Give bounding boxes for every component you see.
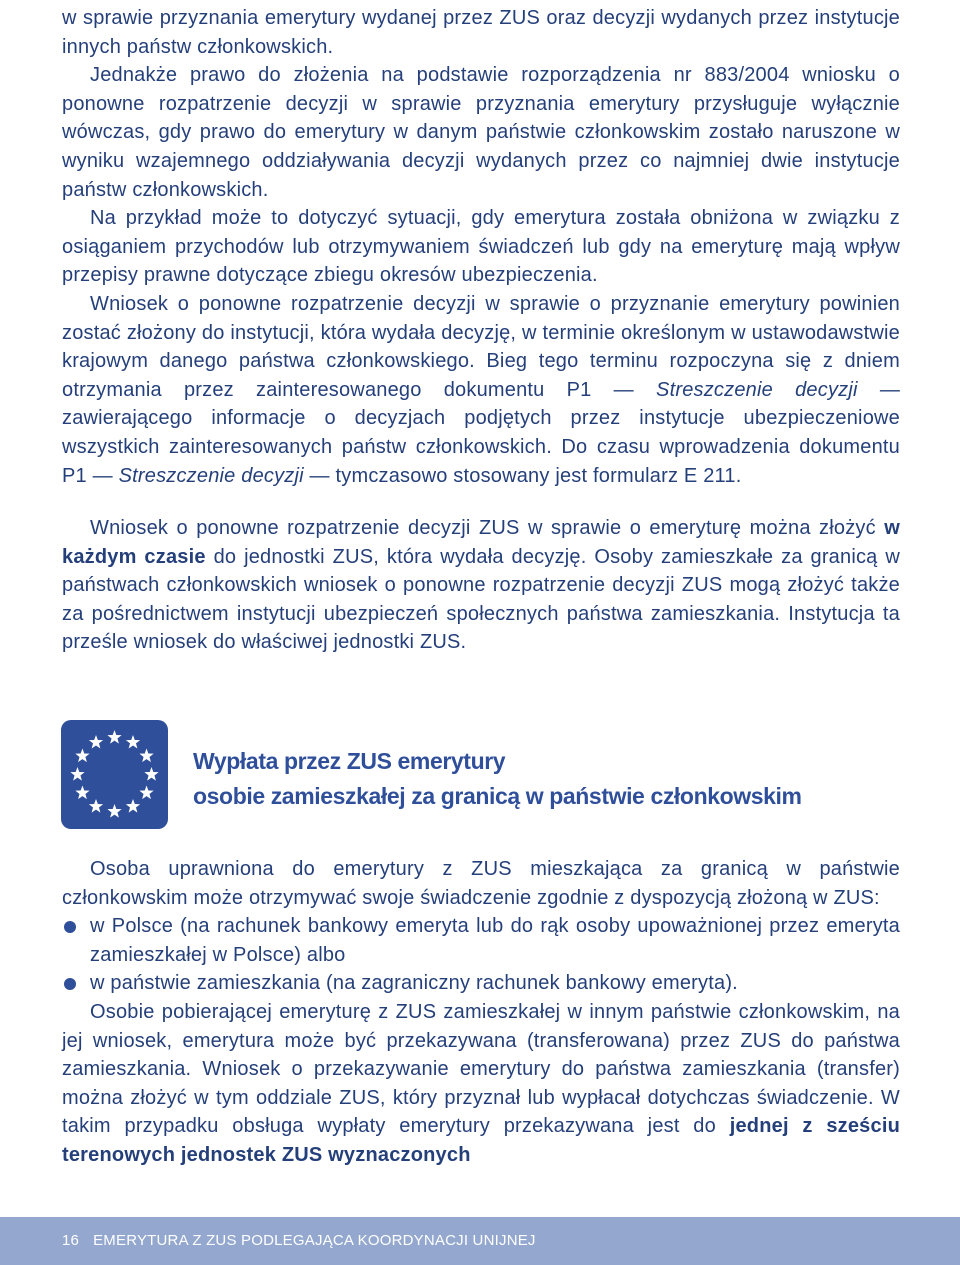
list-item	[62, 969, 900, 998]
section-pension-review	[62, 4, 900, 490]
star-icon	[107, 804, 121, 818]
bold-any-time: w każdym czasie	[62, 517, 900, 568]
text-run: Wniosek o ponowne rozpatrzenie decyzji w sprawie o przyznanie emerytury powinien zostać złożony do instytucji, która wydała decyzję, w terminie określonym w ustawodawstwie krajowym danego państwa członkowskiego. Bieg tego terminu rozpoczyna się z dniem otrzymania przez zainteresowanego dokumentu P1 —	[62, 292, 900, 401]
text-run: Wniosek o ponowne rozpatrzenie decyzji ZUS w sprawie o emeryturę można złożyć	[90, 517, 876, 539]
text-run: — zawierającego informacje o decyzjach podjętych przez instytucje ubezpieczeniowe wszystkich zainteresowanych państw członkowskich. Do czasu wprowadzenia dokumentu P1 —	[62, 378, 901, 487]
star-icon	[107, 730, 121, 744]
payment-options-list	[62, 912, 900, 998]
star-icon	[70, 767, 84, 781]
list-item	[62, 912, 900, 969]
star-icon	[126, 799, 140, 813]
heading-line-1: Wypłata przez ZUS emerytury	[193, 748, 506, 774]
paragraph-example: Na przykład może to dotyczyć sytuacji, gdy emerytura została obniżona w związku z osiąganiem przychodów lub otrzymywaniem świadczeń lub gdy na emeryturę mają wpływ przepisy prawne dotyczące zbiegu okresów ubezpieczenia.	[62, 207, 900, 287]
footer-title: EMERYTURA Z ZUS PODLEGAJĄCA KOORDYNACJI UNIJNEJ	[93, 1232, 536, 1249]
footer-text	[62, 1231, 536, 1251]
eu-stars-graphic	[61, 720, 168, 829]
paragraph-regulation-883: Jednakże prawo do złożenia na podstawie rozporządzenia nr 883/2004 wniosku o ponowne rozpatrzenie decyzji w sprawie przyznania emerytury przysługuje wyłącznie wówczas, gdy prawo do emerytury w danym państwie członkowskim zostało naruszone w wyniku wzajemnego oddziaływania decyzji wydanych przez co najmniej dwie instytucje państw członkowskich.	[62, 64, 900, 201]
bullet-dot-icon	[64, 978, 76, 990]
bullet-dot-icon	[64, 921, 76, 933]
heading-line-2: osobie zamieszkałej za granicą w państwie członkowskim	[193, 783, 802, 809]
list-item-text: w Polsce (na rachunek bankowy emeryta lub do rąk osoby upoważnionej przez emeryta zamieszkałej w Polsce) albo	[90, 915, 900, 966]
star-icon	[139, 749, 153, 763]
star-icon	[139, 786, 153, 800]
italic-document-name: Streszczenie decyzji	[656, 378, 858, 401]
section-heading	[193, 744, 802, 814]
page-footer	[0, 1217, 960, 1265]
star-icon	[144, 767, 158, 781]
italic-document-name: Streszczenie decyzji	[118, 464, 304, 487]
star-icon	[75, 786, 89, 800]
star-icon	[75, 749, 89, 763]
section-zus-review	[62, 514, 900, 657]
paragraph-intro: Osoba uprawniona do emerytury z ZUS mieszkająca za granicą w państwie członkowskim może otrzymywać swoje świadczenie zgodnie z dyspozycją złożoną w ZUS:	[62, 858, 900, 909]
paragraph-transfer	[62, 998, 900, 1170]
star-icon	[126, 735, 140, 749]
page-number: 16	[62, 1232, 80, 1249]
paragraph-application-deadline	[62, 290, 900, 490]
list-item-text: w państwie zamieszkania (na zagraniczny rachunek bankowy emeryta).	[90, 972, 738, 995]
text-run: — tymczasowo stosowany jest formularz E 211.	[309, 464, 742, 487]
paragraph-zus-review	[62, 514, 900, 657]
text-run: do jednostki ZUS, która wydała decyzję. Osoby zamieszkałe za granicą w państwach członkowskich wniosek o ponowne rozpatrzenie decyzji ZUS mogą złożyć także za pośrednictwem instytucji ubezpieczeń społecznych państwa zamieszkania. Instytucja ta prześle wniosek do właściwej jednostki ZUS.	[62, 545, 901, 654]
eu-flag-icon	[61, 720, 168, 829]
paragraph-continuation: w sprawie przyznania emerytury wydanej przez ZUS oraz decyzji wydanych przez instytucje innych państw członkowskich.	[62, 7, 900, 58]
bold-units: jednej z sześciu terenowych jednostek ZUS wyznaczonych	[62, 1115, 900, 1166]
text-run: Osobie pobierającej emeryturę z ZUS zamieszkałej w innym państwie członkowskim, na jej wniosek, emerytura może być przekazywana (transferowana) przez ZUS do państwa zamieszkania. Wniosek o przekazywanie emerytury do państwa zamieszkania (transfer) można złożyć w tym oddziale ZUS, który przyznał lub wypłacał dotychczas świadczenie. W takim przypadku obsługa wypłaty emerytury przekazywana jest do	[62, 1000, 900, 1138]
section-pension-payment	[62, 855, 900, 1170]
star-icon	[89, 735, 103, 749]
star-icon	[89, 799, 103, 813]
